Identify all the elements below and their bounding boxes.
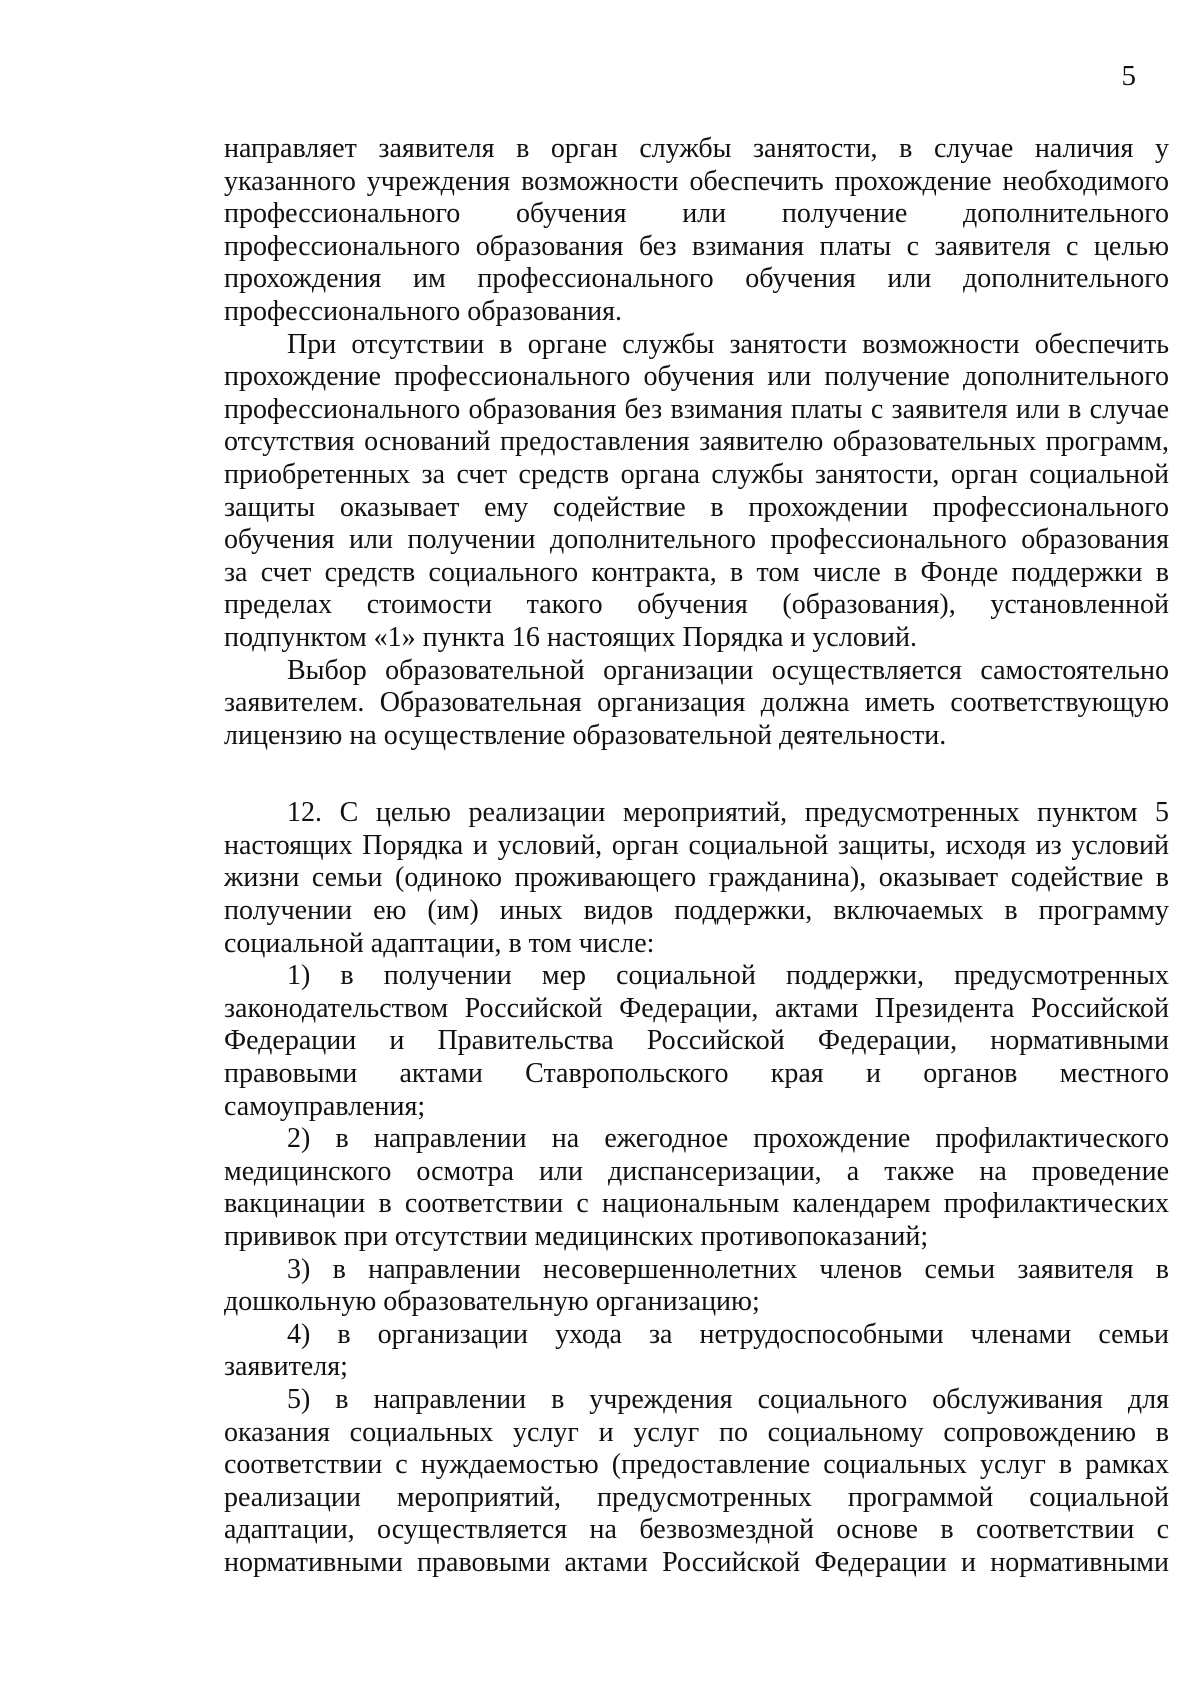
text-line: 12. С целью реализации мероприятий, предусмотренных пунктом 5	[287, 797, 1169, 829]
text-block-2	[224, 797, 1169, 1579]
text-line: соответствии с нуждаемостью (предоставление социальных услуг в рамках	[224, 1449, 1169, 1481]
page-number: 5	[1121, 60, 1136, 92]
text-block-1	[224, 133, 1169, 752]
text-line: за счет средств социального контракта, в том числе в Фонде поддержки в	[224, 556, 1169, 588]
text-line: пределах стоимости такого обучения (образования), установленной	[224, 589, 1169, 621]
text-line: отсутствия оснований предоставления заявителю образовательных программ,	[224, 426, 1169, 458]
text-line: реализации мероприятий, предусмотренных программой социальной	[224, 1481, 1169, 1513]
text-line: адаптации, осуществляется на безвозмездной основе в соответствии с	[224, 1514, 1169, 1546]
text-line: лицензию на осуществление образовательной деятельности.	[224, 719, 947, 751]
text-line: При отсутствии в органе службы занятости возможности обеспечить	[287, 328, 1169, 360]
text-line: профессионального образования.	[224, 295, 622, 327]
text-line: 5) в направлении в учреждения социального обслуживания для	[287, 1383, 1169, 1415]
text-line: направляет заявителя в орган службы занятости, в случае наличия у	[224, 133, 1169, 164]
text-line: 1) в получении мер социальной поддержки, предусмотренных	[287, 960, 1169, 992]
text-line: получении ею (им) иных видов поддержки, включаемых в программу	[224, 895, 1169, 927]
text-line: Выбор образовательной организации осуществляется самостоятельно	[287, 654, 1169, 686]
text-line: медицинского осмотра или диспансеризации, а также на проведение	[224, 1155, 1169, 1187]
text-line: 3) в направлении несовершеннолетних членов семьи заявителя в	[287, 1253, 1169, 1285]
text-line: обучения или получении дополнительного профессионального образования	[224, 524, 1169, 556]
text-line: 4) в организации ухода за нетрудоспособными членами семьи	[287, 1318, 1169, 1350]
text-line: защиты оказывает ему содействие в прохождении профессионального	[224, 491, 1169, 523]
text-line: прививок при отсутствии медицинских противопоказаний;	[224, 1221, 929, 1252]
text-line: дошкольную образовательную организацию;	[224, 1286, 760, 1318]
text-line: настоящих Порядка и условий, орган социальной защиты, исходя из условий	[224, 829, 1169, 861]
text-line: правовыми актами Ставропольского края и органов местного	[224, 1058, 1169, 1090]
text-line: вакцинации в соответствии с национальным календарем профилактических	[224, 1188, 1169, 1220]
text-line: профессионального образования без взимания платы с заявителя или в случае	[224, 393, 1169, 425]
text-line: 2) в направлении на ежегодное прохождение профилактического	[287, 1123, 1169, 1155]
text-line: заявителем. Образовательная организация должна иметь соответствующую	[224, 687, 1169, 719]
text-line: социальной адаптации, в том числе:	[224, 927, 655, 959]
text-line: самоуправления;	[224, 1090, 426, 1122]
text-line: профессионального образования без взимания платы с заявителя с целью	[224, 230, 1169, 262]
text-line: указанного учреждения возможности обеспечить прохождение необходимого	[224, 165, 1169, 197]
text-line: прохождение профессионального обучения или получение дополнительного	[224, 361, 1169, 393]
text-line: законодательством Российской Федерации, актами Президента Российской	[224, 992, 1169, 1024]
text-line: оказания социальных услуг и услуг по социальному сопровождению в	[224, 1416, 1169, 1448]
text-line: прохождения им профессионального обучения или дополнительного	[224, 263, 1169, 295]
text-line: жизни семьи (одиноко проживающего гражданина), оказывает содействие в	[224, 862, 1169, 894]
paragraph-gap	[224, 752, 1169, 797]
text-line: подпунктом «1» пункта 16 настоящих Порядка и условий.	[224, 621, 918, 653]
text-line: Федерации и Правительства Российской Федерации, нормативными	[224, 1025, 1169, 1057]
text-line: профессионального обучения или получение дополнительного	[224, 198, 1169, 230]
text-line: заявителя;	[224, 1351, 348, 1383]
text-line: приобретенных за счет средств органа службы занятости, орган социальной	[224, 458, 1169, 490]
text-line: нормативными правовыми актами Российской Федерации и нормативными	[224, 1546, 1169, 1578]
document-body	[224, 133, 1169, 1580]
